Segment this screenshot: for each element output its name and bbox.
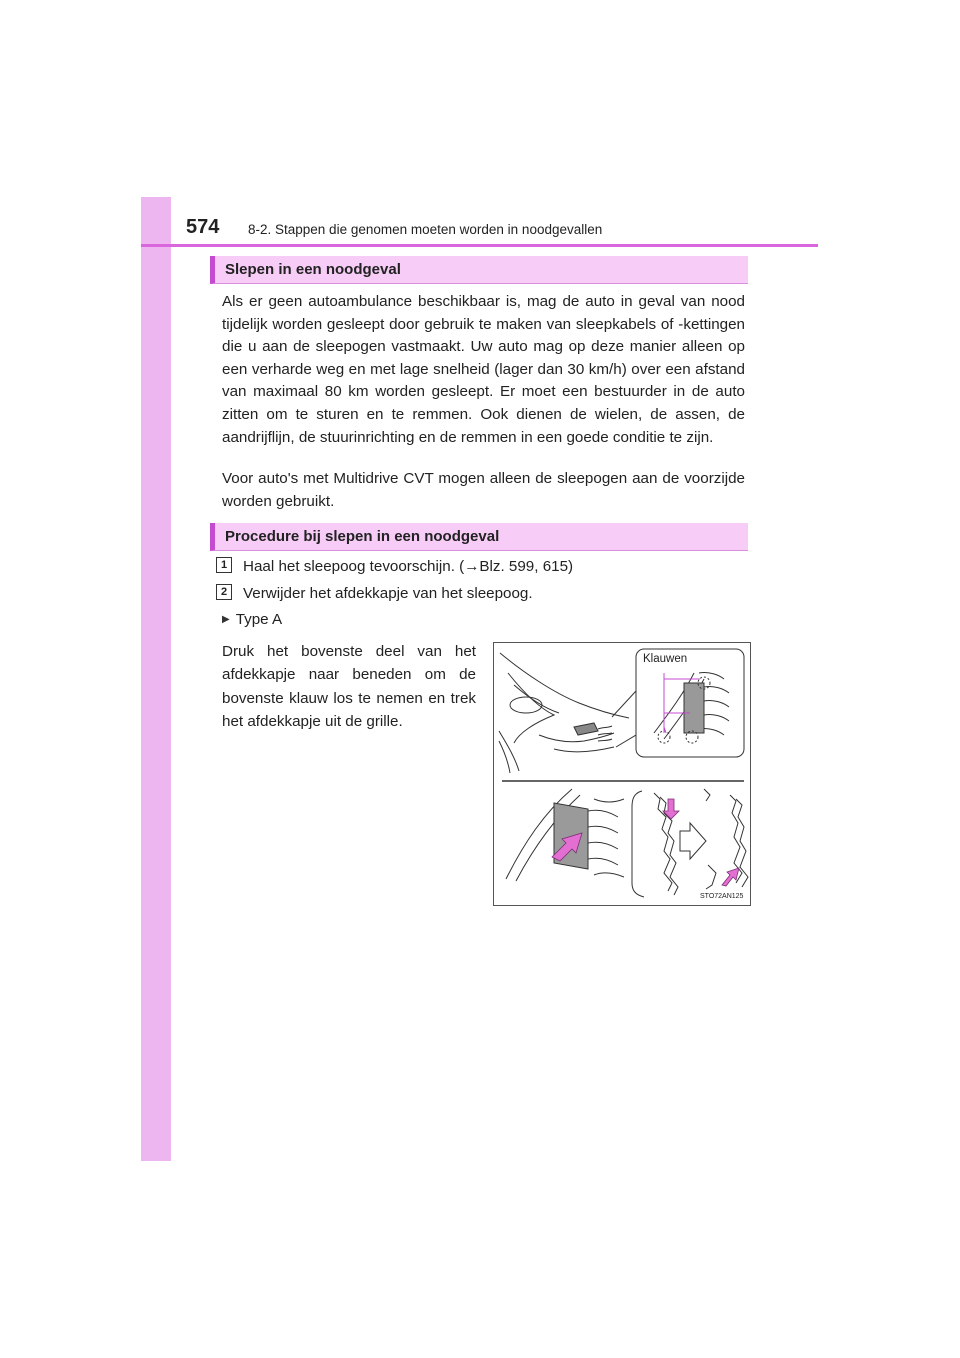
section-heading-towing (210, 256, 748, 284)
step-number-1: 1 (216, 557, 232, 573)
type-a-text: Type A (235, 611, 283, 628)
step-text-2: Verwijder het afdekkapje van het sleepoog. (243, 585, 533, 602)
type-a-label (222, 611, 282, 628)
step-number-2: 2 (216, 584, 232, 600)
triangle-bullet-icon: ▶ (222, 614, 230, 625)
step-text-1: Haal het sleepoog tevoorschijn. (→Blz. 599, 615) (243, 558, 574, 575)
section-heading-text: Procedure bij slepen in een noodgeval (225, 528, 500, 545)
header-rule (141, 244, 818, 247)
figure-code: STO72AN125 (700, 893, 744, 900)
illustration-drawing (494, 643, 752, 907)
towing-paragraph-1: Als er geen autoambulance beschikbaar is, mag de auto in geval van nood tijdelijk worden gesleept door gebruik te maken van sleepkabels of -kettingen die u aan de sleepogen vastmaakt. Uw auto mag op deze manier alleen op een verharde weg en met lage snelheid (lager dan 30 km/h) over een afstand van maximaal 80 km worden gesleept. Er moet een bestuurder in de auto zitten om te sturen en te remmen. Ook dienen de wielen, de assen, de aandrijflijn, de stuurinrichting en de remmen in een goede conditie te zijn. (222, 293, 745, 446)
page-number: 574 (186, 216, 220, 238)
towing-paragraph-2: Voor auto's met Multidrive CVT mogen alleen de sleepogen aan de voorzijde worden gebruikt. (222, 470, 745, 510)
section-heading-text: Slepen in een noodgeval (225, 261, 401, 278)
chapter-title: 8-2. Stappen die genomen moeten worden in noodgevallen (248, 222, 603, 237)
claws-callout-label: Klauwen (643, 653, 688, 665)
type-a-description: Druk het bovenste deel van het afdekkapje naar beneden om de bovenste klauw los te nemen en trek het afdekkapje uit de grille. (222, 643, 476, 731)
chapter-sidebar-tab (141, 197, 171, 1161)
section-heading-procedure (210, 523, 748, 551)
cover-removal-illustration (493, 642, 751, 906)
